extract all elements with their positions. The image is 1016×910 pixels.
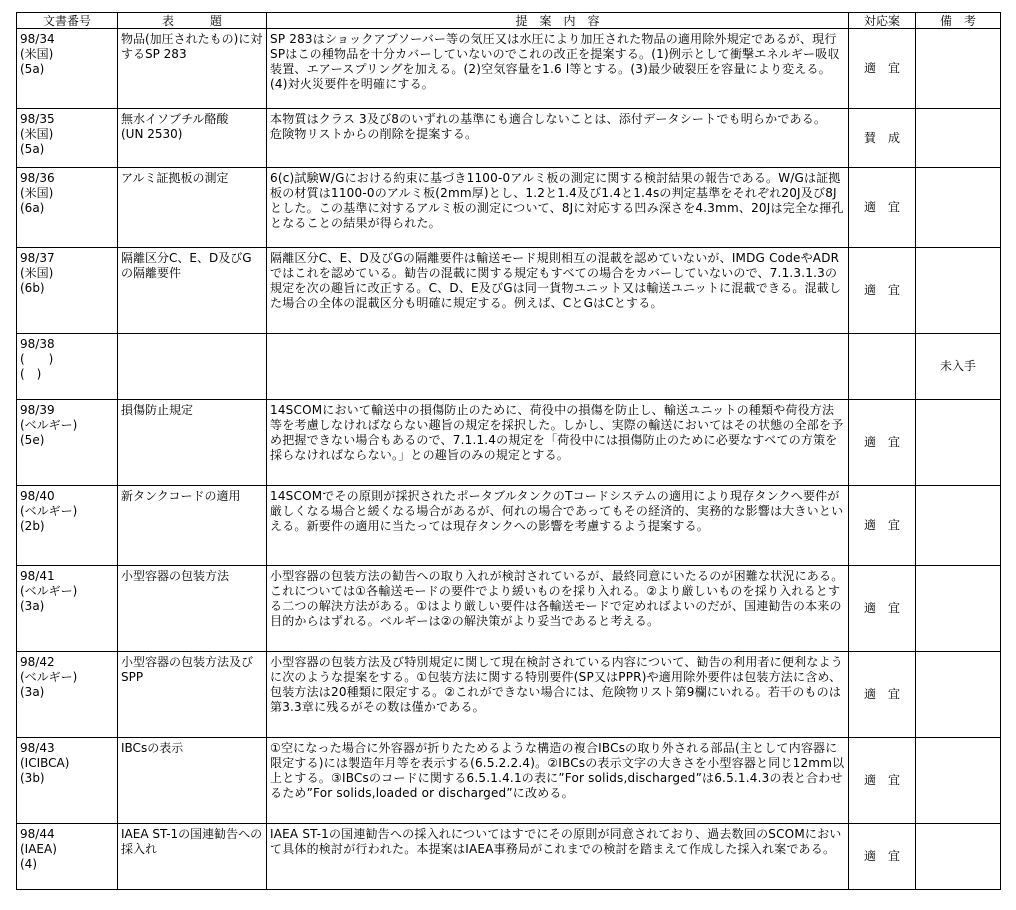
response-cell: 適 宜: [849, 400, 916, 486]
table-row: [17, 29, 1001, 109]
table-row: [17, 334, 1001, 400]
remarks-cell: [916, 168, 1001, 248]
doc-no-cell: 98/41 (ベルギー) (3a): [17, 566, 118, 652]
title-cell: 物品(加圧されたもの)に対するSP 283: [118, 29, 267, 109]
response-cell: 適 宜: [849, 486, 916, 566]
response-cell: 適 宜: [849, 29, 916, 109]
remarks-cell: 未入手: [916, 334, 1001, 400]
response-cell: 賛 成: [849, 109, 916, 168]
content-cell: IAEA ST-1の国連勧告への採入れについてはすでにその原則が同意されており、過去数回のSCOMにおいて具体的検討が行われた。本提案はIAEA事務局がこれまでの検討を踏まえて作成した採入れ案である。: [267, 824, 849, 890]
remarks-cell: [916, 486, 1001, 566]
response-cell: 適 宜: [849, 248, 916, 334]
title-cell: 無水イソブチル酪酸 (UN 2530): [118, 109, 267, 168]
table-row: [17, 652, 1001, 738]
content-cell: 本物質はクラス 3及び8のいずれの基準にも適合しないことは、添付データシートでも明らかである。 危険物リストからの削除を提案する。: [267, 109, 849, 168]
remarks-cell: [916, 824, 1001, 890]
table-row: [17, 824, 1001, 890]
doc-no-cell: 98/36 (米国) (6a): [17, 168, 118, 248]
title-cell: IBCsの表示: [118, 738, 267, 824]
content-cell: 6(c)試験W/Gにおける約束に基づき1100-0アルミ板の測定に関する検討結果の報告である。W/Gは証拠板の材質は1100-0のアルミ板(2mm厚)とし、1.2と1.4及び1.4と1.4sの判定基準をそれぞれ20J及び8Jとした。この基準に対するアルミ板の測定について、8Jに対応する凹み深さを4.3mm、20Jは完全な揮孔となることの結果が得られた。: [267, 168, 849, 248]
content-cell: SP 283はショックアブソーバー等の気圧又は水圧により加圧された物品の適用除外規定であるが、現行SPはこの種物品を十分カバーしていないのでこれの改正を提案する。(1)例示として衝撃エネルギー吸収装置、エアースプリングを加える。(2)空気容量を1.6 l等とする。(3)最少破裂圧を容量により変える。(4)対火災要件を明確にする。: [267, 29, 849, 109]
doc-no-cell: 98/44 (IAEA) (4): [17, 824, 118, 890]
title-cell: 新タンクコードの適用: [118, 486, 267, 566]
doc-no-cell: 98/38 ( ) ( ): [17, 334, 118, 400]
remarks-cell: [916, 109, 1001, 168]
response-cell: 適 宜: [849, 168, 916, 248]
remarks-cell: [916, 738, 1001, 824]
header-remarks: 備 考: [916, 13, 1001, 29]
table-row: [17, 168, 1001, 248]
content-cell: 小型容器の包装方法の勧告への取り入れが検討されているが、最終同意にいたるのが困難な状況にある。これについては①各輸送モードの要件でより緩いものを採り入れる。②より厳しいものを採り入れるとする二つの解決方法がある。①はより厳しい要件は各輸送モードで定めればよいのだが、国連勧告の本来の目的からはずれる。ベルギーは②の解決策がより妥当であると考える。: [267, 566, 849, 652]
title-cell: 小型容器の包装方法: [118, 566, 267, 652]
response-cell: 適 宜: [849, 824, 916, 890]
content-cell: 14SCOMにおいて輸送中の損傷防止のために、荷役中の損傷を防止し、輸送ユニットの種類や荷役方法等を考慮しなければならない趣旨の規定を採択した。しかし、実際の輸送においてはその状態の全部を予め把握できない場合もあるので、7.1.1.4の規定を「荷役中には損傷防止のために必要なすべての方策を採らなければならない。」との趣旨のみの規定とする。: [267, 400, 849, 486]
doc-no-cell: 98/42 (ベルギー) (3a): [17, 652, 118, 738]
doc-no-cell: 98/43 (ICIBCA) (3b): [17, 738, 118, 824]
doc-no-cell: 98/37 (米国) (6b): [17, 248, 118, 334]
content-cell: ①空になった場合に外容器が折りたためるような構造の複合IBCsの取り外される部品(主として内容器に限定する)には製造年月等を表示する(6.5.2.2.4)。②IBCsの表示文字の大きさを小型容器と同じ12mm以上とする。③IBCsのコードに関する6.5.1.4.1の表に”For solids,discharged”は6.5.1.4.3の表と合わせるため”For solids,loaded or discharged”に改める。: [267, 738, 849, 824]
title-cell: 損傷防止規定: [118, 400, 267, 486]
response-cell: [849, 334, 916, 400]
header-doc-no: 文書番号: [17, 13, 118, 29]
table-row: [17, 486, 1001, 566]
doc-no-cell: 98/40 (ベルギー) (2b): [17, 486, 118, 566]
response-cell: 適 宜: [849, 652, 916, 738]
table-row: [17, 248, 1001, 334]
header-response: 対応案: [849, 13, 916, 29]
remarks-cell: [916, 29, 1001, 109]
remarks-cell: [916, 248, 1001, 334]
title-cell: 隔離区分C、E、D及びGの隔離要件: [118, 248, 267, 334]
title-cell: IAEA ST-1の国連勧告への採入れ: [118, 824, 267, 890]
table-row: [17, 109, 1001, 168]
title-cell: アルミ証拠板の測定: [118, 168, 267, 248]
remarks-cell: [916, 566, 1001, 652]
content-cell: 14SCOMでその原則が採択されたポータブルタンクのTコードシステムの適用により現存タンクへ要件が厳しくなる場合と緩くなる場合があるが、何れの場合であってもその経済的、実務的な影響は大きいといえる。新要件の適用に当たっては現存タンクへの影響を考慮するよう提案する。: [267, 486, 849, 566]
remarks-cell: [916, 400, 1001, 486]
title-cell: 小型容器の包装方法及びSPP: [118, 652, 267, 738]
title-cell: [118, 334, 267, 400]
response-cell: 適 宜: [849, 566, 916, 652]
remarks-cell: [916, 652, 1001, 738]
proposal-table: [16, 12, 1001, 890]
header-row: [17, 13, 1001, 29]
header-content: 提 案 内 容: [267, 13, 849, 29]
doc-no-cell: 98/39 (ベルギー) (5e): [17, 400, 118, 486]
response-cell: 適 宜: [849, 738, 916, 824]
content-cell: 隔離区分C、E、D及びGの隔離要件は輸送モード規則相互の混載を認めていないが、IMDG CodeやADRではこれを認めている。勧告の混載に関する規定もすべての場合をカバーしていないので、7.1.3.1.3の規定を次の趣旨に改正する。C、D、E及びGは同一貨物ユニット又は輸送ユニットに混載できる。混載した場合の全体の混載区分も明確に規定する。例えば、CとGはCとする。: [267, 248, 849, 334]
header-title: 表 題: [118, 13, 267, 29]
doc-no-cell: 98/34 (米国) (5a): [17, 29, 118, 109]
content-cell: 小型容器の包装方法及び特別規定に関して現在検討されている内容について、勧告の利用者に便利なように次のような提案をする。①包装方法に関する特別要件(SP又はPPR)や適用除外要件は包装方法に含め、包装方法は20種類に限定する。②これができない場合には、危険物リスト第9欄にいれる。若干のものは第3.3章に残るがその数は僅かである。: [267, 652, 849, 738]
table-row: [17, 566, 1001, 652]
table-row: [17, 738, 1001, 824]
doc-no-cell: 98/35 (米国) (5a): [17, 109, 118, 168]
table-row: [17, 400, 1001, 486]
content-cell: [267, 334, 849, 400]
